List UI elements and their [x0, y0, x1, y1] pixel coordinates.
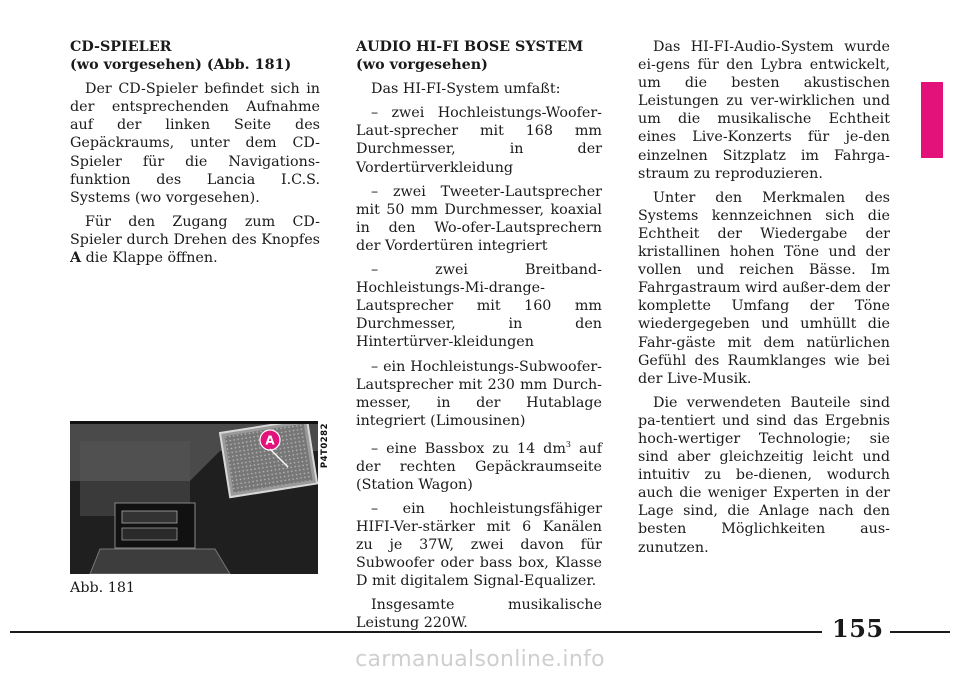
list-item: – zwei Breitband-Hochleistungs-Mi-drange-Lautsprecher mit 160 mm Durchmesser, in den Hintertürver-kleidungen — [356, 262, 602, 351]
footer-rule-right — [890, 631, 950, 633]
paragraph: Das HI-FI-System umfaßt: — [371, 81, 561, 98]
figure-caption: Abb. 181 — [70, 580, 136, 596]
paragraph: Das HI-FI-Audio-System wurde ei-gens für den Lybra entwickelt, um die besten akustischen Leistungen zu ver-wirklichen und um die musikalische Echtheit eines Live-Konzerts für je-den einzelnen Sitzplatz im Fahrga-straum zu reproduzieren. — [638, 39, 890, 182]
paragraph: Der CD-Spieler befindet sich in der entsprechenden Aufnahme auf der linken Seite des Gepäckraums, unter dem CD-Spieler für die Navigations-funktion des Lancia I.C.S. Systems (wo vorgesehen). — [70, 81, 320, 206]
footer-rule-left — [10, 631, 822, 633]
list-item: – zwei Hochleistungs-Woofer-Laut-sprecher mit 168 mm Durchmesser, in der Vordertürverkleidung — [356, 105, 602, 176]
knob-reference: A — [70, 250, 82, 267]
list-item: – zwei Tweeter-Lautsprecher mit 50 mm Durchmesser, koaxial in den Wo-ofer-Lautsprechern der Vordertüren integriert — [356, 183, 602, 254]
section-subheading-bose: (wo vorgesehen) — [356, 57, 488, 74]
paragraph: Unter den Merkmalen des Systems kennzeichnen sich die Echtheit der Wiedergabe der kristallinen hohen Töne und der vollen und reichen Bässe. Im Fahrgastraum wird außer-dem der komplette Umfang der Töne wiedergegeben und umhüllt die Fahr-gäste mit dem natürlichen Gefühl des Raumklanges wie bei der Live-Musik. — [638, 189, 890, 387]
column-hifi-description — [638, 38, 890, 563]
page-number: 155 — [832, 614, 884, 643]
watermark-footer: carmanualsonline.info — [355, 647, 605, 672]
section-tab-marker — [921, 82, 943, 158]
section-heading-cd-player: CD-SPIELER — [70, 39, 172, 55]
figure-code: P4T0282 — [320, 423, 330, 469]
figure-photo-cd-player — [70, 421, 318, 574]
paragraph: Für den Zugang zum CD-Spieler durch Drehen des Knopfes A die Klappe öffnen. — [70, 213, 320, 267]
paragraph: Insgesamte musikalische Leistung 220W. — [356, 597, 602, 632]
svg-text:A: A — [265, 433, 275, 448]
list-item: – ein hochleistungsfähiger HIFI-Ver-stärker mit 6 Kanälen zu je 37W, zwei davon für Subwoofer oder bass box, Klasse D mit digitalem Signal-Equalizer. — [356, 500, 602, 590]
paragraph: Die verwendeten Bauteile sind pa-tentiert und sind das Ergebnis hoch-wertiger Technologie; sie sind aber gleichzeitig leicht und intuitiv zu be-dienen, wodurch auch die weniger Experten in der Lage sind, die Anlage nach den besten Möglichkeiten aus-zunutzen. — [638, 394, 890, 556]
column-cd-player — [70, 38, 320, 273]
section-heading-bose: AUDIO HI-FI BOSE SYSTEM — [356, 39, 584, 55]
column-bose-system — [356, 38, 602, 639]
section-subheading-cd-player: (wo vorgesehen) (Abb. 181) — [70, 57, 292, 74]
list-item: – ein Hochleistungs-Subwoofer-Lautsprecher mit 230 mm Durch-messer, in der Hutablage integriert (Limousinen) — [356, 358, 602, 429]
marker-leader-line — [260, 447, 300, 471]
list-item: – eine Bassbox zu 14 $dm^3$ auf der rechten Gepäckraumseite (Station Wagon) — [356, 439, 602, 493]
